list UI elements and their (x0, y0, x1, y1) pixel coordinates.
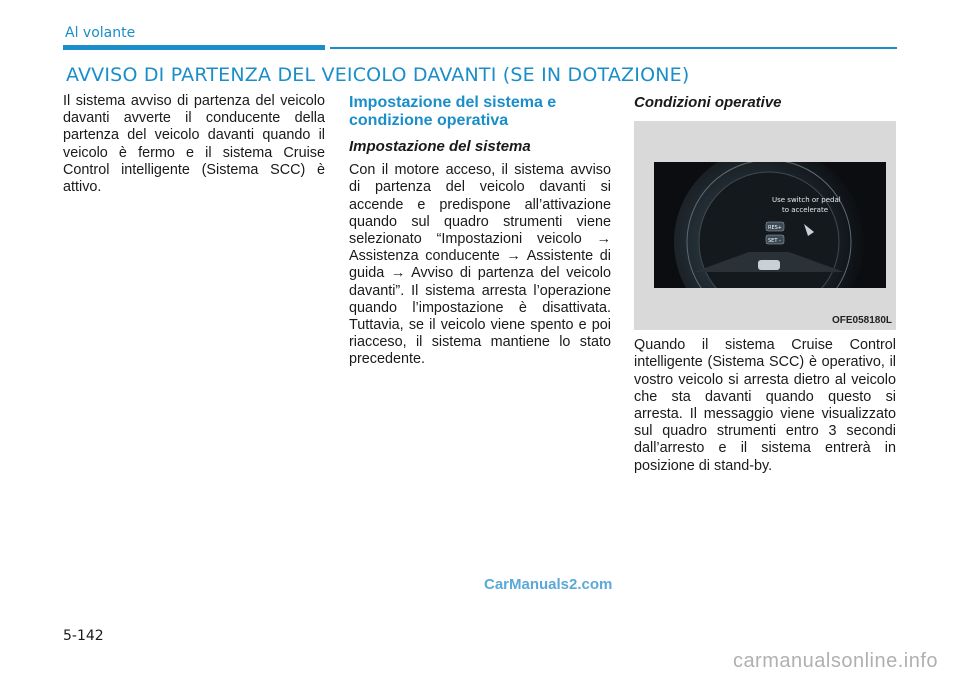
col3-subheading: Condizioni operative (634, 94, 782, 111)
watermark-top: CarManuals2.com (484, 576, 613, 593)
watermark-bottom: carmanualsonline.info (732, 650, 938, 672)
column-2 (349, 94, 611, 369)
col1-body: Il sistema avviso di partenza del veicolo davanti avverte il conducente della partenza del veicolo davanti quando il veicolo è fermo e il sistema Cruise Control intelligente (Sistema SCC) è attivo. (63, 93, 325, 196)
header-bar-left (63, 45, 325, 50)
column-1 (63, 93, 325, 196)
page-number: 5-142 (63, 628, 104, 644)
cluster-display (654, 162, 886, 288)
cluster-figure (634, 121, 896, 330)
col2-body: Con il motore acceso, il sistema avviso di partenza del veicolo davanti si accende e predispone all’attivazione quando sul quadro strumenti viene selezionato “Impostazioni veicolo → Assistenza conducente → Assistente di guida → Avviso di partenza del veicolo davanti”. Il sistema arresta l’operazione quando l’impostazione è disattivata. Tuttavia, se il veicolo viene spento e poi riacceso, il sistema mantiene lo stato precedente. (349, 162, 611, 368)
cluster-gauge-graphic (654, 162, 886, 288)
screen-text-2: to accelerate (782, 206, 829, 214)
col3-body: Quando il sistema Cruise Control intelligente (Sistema SCC) è operativo, il vostro veicolo si arresta dietro al veicolo che sta davanti quando questo si arresta. Il messaggio viene visualizzato sul quadro strumenti entro 3 secondi dall’arresto e il sistema entrerà in posizione di stand-by. (634, 337, 896, 474)
screen-text-1: Use switch or pedal (772, 196, 841, 204)
screen-res-button: RES+ (768, 225, 782, 231)
col2-subheading: Impostazione del sistema (349, 138, 531, 155)
screen-set-button: SET - (768, 238, 781, 244)
col2-heading: Impostazione del sistema e condizione operativa (349, 94, 557, 129)
figure-code: OFE058180L (831, 315, 892, 326)
header-section-label: Al volante (65, 25, 136, 41)
section-title: AVVISO DI PARTENZA DEL VEICOLO DAVANTI (SE IN DOTAZIONE) (66, 64, 690, 86)
header-bar-right (330, 47, 897, 49)
